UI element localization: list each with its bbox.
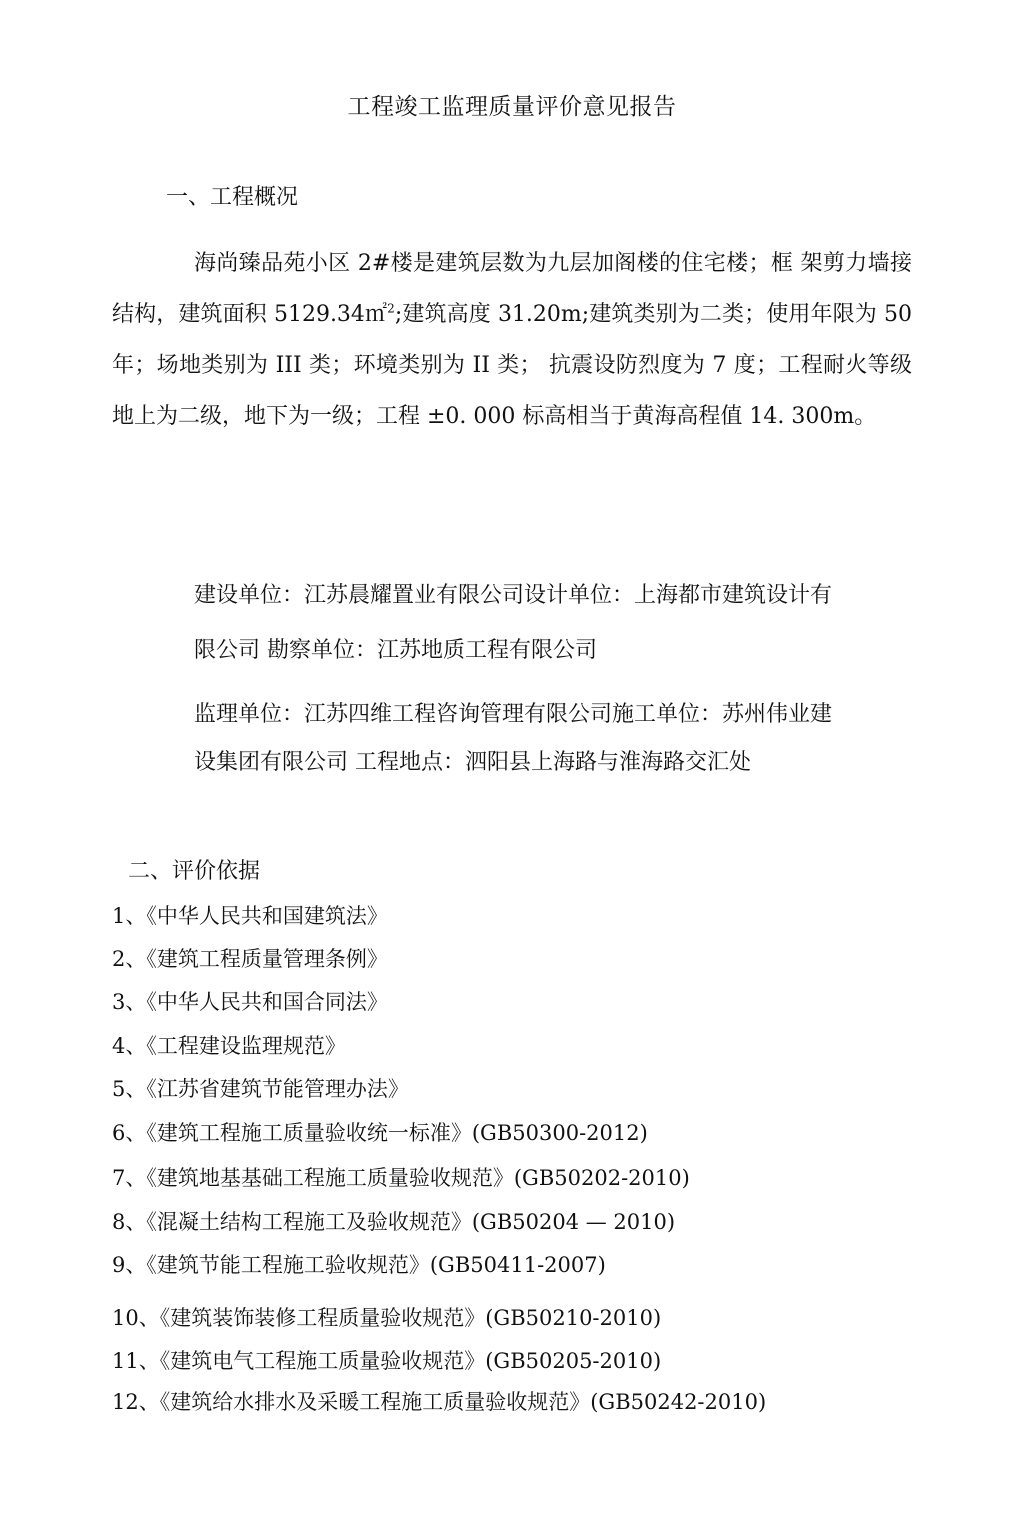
list-item: 8、《混凝土结构工程施工及验收规范》(GB50204 — 2010) [112, 1210, 676, 1234]
overview-paragraph [112, 238, 912, 442]
unit-line-4: 设集团有限公司 工程地点：泗阳县上海路与淮海路交汇处 [194, 750, 751, 775]
list-item: 7、《建筑地基基础工程施工质量验收规范》(GB50202-2010) [112, 1166, 690, 1190]
section1-heading: 一、工程概况 [166, 185, 299, 210]
list-item: 2、《建筑工程质量管理条例》 [112, 947, 388, 971]
overview-text-main: 海尚臻品苑小区 2#楼是建筑层数为九层加阁楼的住宅楼；框 架剪力墙接结构，建筑面积 5129.34㎡ [112, 251, 912, 327]
overview-sup: 2 [387, 301, 395, 316]
list-item: 3、《中华人民共和国合同法》 [112, 990, 388, 1014]
unit-line-3: 监理单位：江苏四维工程咨询管理有限公司施工单位：苏州伟业建 [194, 702, 833, 727]
document-title: 工程竣工监理质量评价意见报告 [347, 94, 677, 120]
unit-line-1: 建设单位：江苏晨耀置业有限公司设计单位：上海都市建筑设计有 [194, 583, 833, 608]
list-item: 10、《建筑装饰装修工程质量验收规范》(GB50210-2010) [112, 1306, 662, 1330]
list-item: 9、《建筑节能工程施工验收规范》(GB50411-2007) [112, 1253, 606, 1277]
unit-line-2: 限公司 勘察单位：江苏地质工程有限公司 [194, 638, 597, 663]
list-item: 1、《中华人民共和国建筑法》 [112, 904, 388, 928]
list-item: 5、《江苏省建筑节能管理办法》 [112, 1077, 409, 1101]
list-item: 12、《建筑给水排水及采暖工程施工质量验收规范》(GB50242-2010) [112, 1390, 767, 1414]
list-item: 11、《建筑电气工程施工质量验收规范》(GB50205-2010) [112, 1349, 662, 1373]
list-item: 6、《建筑工程施工质量验收统一标准》(GB50300-2012) [112, 1121, 648, 1145]
overview-text-rest: ;建筑高度 31.20m;建筑类别为二类；使用年限为 50 年；场地类别为 III 类；环境类别为 II 类； 抗震设防烈度为 7 度；工程耐火等级地上为二级，地下为一级；工程 ±0. 000 标高相当于黄海高程值 14. 300m。 [112, 302, 912, 429]
section2-heading: 二、评价依据 [128, 859, 261, 884]
list-item: 4、《工程建设监理规范》 [112, 1034, 346, 1058]
